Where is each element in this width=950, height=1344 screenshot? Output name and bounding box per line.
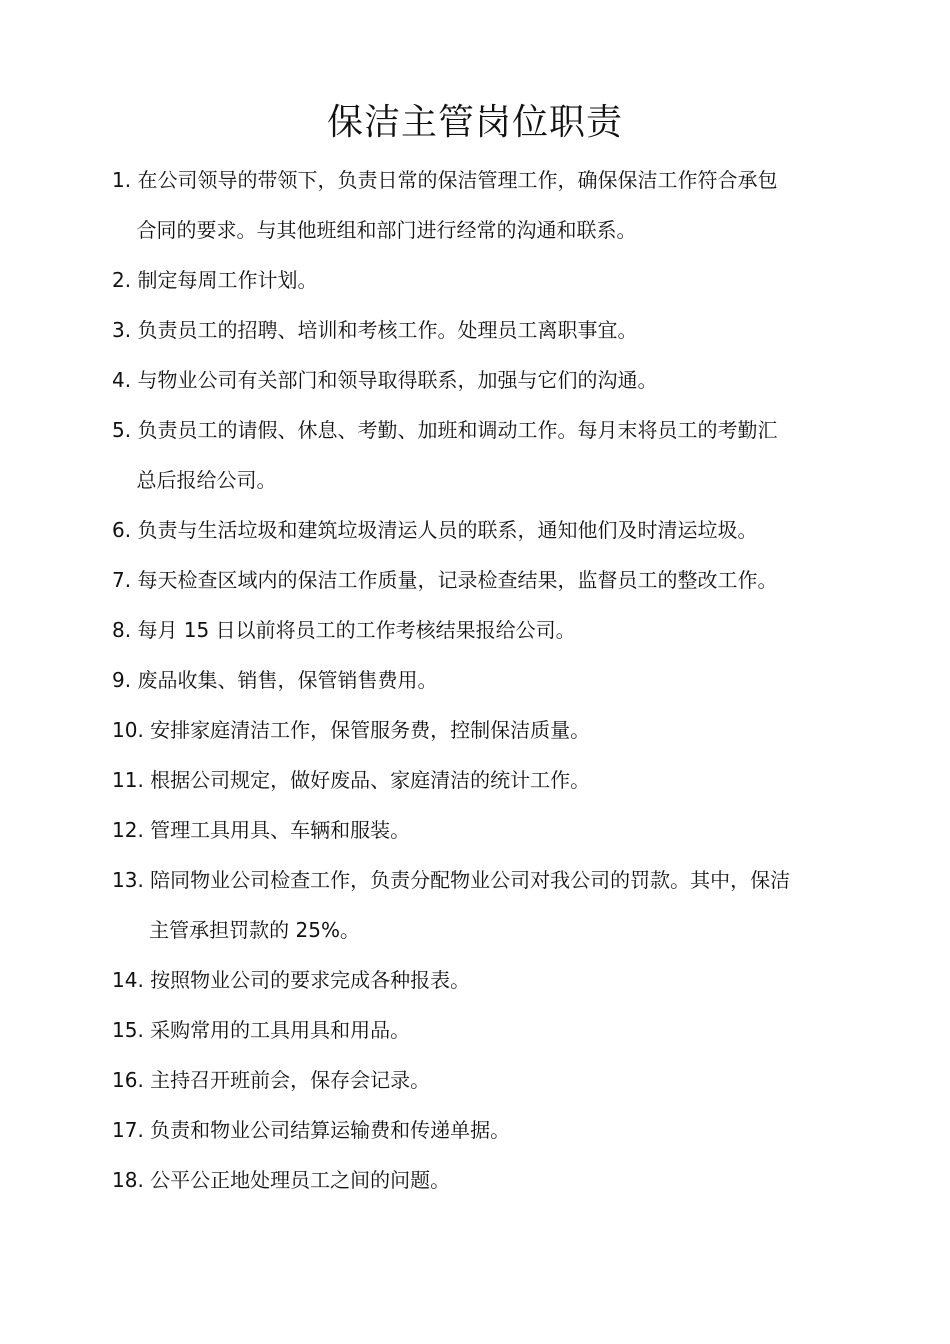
- duty-number: 17.: [112, 1118, 151, 1142]
- duty-number: 8.: [112, 618, 138, 642]
- duty-item: [112, 305, 872, 355]
- duty-text: [137, 655, 437, 705]
- duty-item: [112, 1155, 872, 1205]
- duty-item: [112, 805, 872, 855]
- duty-text-line: 负责员工的招聘、培训和考核工作。处理员工离职事宜。: [137, 318, 638, 342]
- duty-text-line: 废品收集、销售，保管销售费用。: [137, 668, 438, 692]
- duty-number: 10.: [112, 718, 151, 742]
- duty-number: 1.: [112, 168, 138, 192]
- duty-number: 16.: [112, 1068, 151, 1092]
- duty-number: 4.: [112, 368, 138, 392]
- duty-text: [150, 755, 590, 805]
- duty-item: [112, 405, 872, 505]
- duty-item: [112, 655, 872, 705]
- duty-item: [112, 955, 872, 1005]
- duty-text: [150, 1155, 450, 1205]
- duty-item: [112, 1055, 872, 1105]
- duty-item: [112, 1005, 872, 1055]
- duty-number: 12.: [112, 818, 151, 842]
- duty-text: [137, 555, 777, 605]
- duty-text: [150, 855, 790, 955]
- duty-item: [112, 355, 872, 405]
- duty-number: 7.: [112, 568, 138, 592]
- duty-number: 3.: [112, 318, 138, 342]
- duty-text-line: 每天检查区域内的保洁工作质量，记录检查结果，监督员工的整改工作。: [137, 568, 778, 592]
- duty-text: [137, 155, 777, 255]
- duty-text: [150, 955, 470, 1005]
- duty-text-line: 与物业公司有关部门和领导取得联系，加强与它们的沟通。: [137, 368, 658, 392]
- duty-text: [137, 355, 657, 405]
- duty-number: 6.: [112, 518, 138, 542]
- duty-text-line: 负责与生活垃圾和建筑垃圾清运人员的联系，通知他们及时清运垃圾。: [137, 518, 758, 542]
- duty-text-line: 制定每周工作计划。: [137, 268, 318, 292]
- duty-item: [112, 605, 872, 655]
- duty-text: [137, 505, 757, 555]
- duty-item: [112, 1105, 872, 1155]
- duty-text: [137, 405, 777, 505]
- duty-text-line: 合同的要求。与其他班组和部门进行经常的沟通和联系。: [136, 218, 637, 242]
- duty-text-line: 采购常用的工具用具和用品。: [150, 1018, 411, 1042]
- duty-text-line: 负责和物业公司结算运输费和传递单据。: [150, 1118, 511, 1142]
- duty-number: 18.: [112, 1168, 151, 1192]
- duty-text-line: 主持召开班前会，保存会记录。: [150, 1068, 431, 1092]
- duty-text-line: 在公司领导的带领下，负责日常的保洁管理工作，确保保洁工作符合承包: [137, 168, 778, 192]
- duty-text-line: 公平公正地处理员工之间的问题。: [150, 1168, 451, 1192]
- duty-text: [150, 805, 410, 855]
- duty-item: [112, 255, 872, 305]
- duty-text-line: 安排家庭清洁工作，保管服务费，控制保洁质量。: [150, 718, 591, 742]
- duty-text: [150, 1005, 410, 1055]
- duty-item: [112, 855, 872, 955]
- duty-item: [112, 555, 872, 605]
- duty-text: [150, 705, 590, 755]
- duty-number: 9.: [112, 668, 138, 692]
- duty-text-line: 负责员工的请假、休息、考勤、加班和调动工作。每月末将员工的考勤汇: [137, 418, 778, 442]
- duty-text-line: 陪同物业公司检查工作，负责分配物业公司对我公司的罚款。其中，保洁: [150, 868, 791, 892]
- duty-list: [112, 155, 872, 1205]
- duty-number: 13.: [112, 868, 151, 892]
- duty-text: [150, 1105, 510, 1155]
- duty-text-line: 按照物业公司的要求完成各种报表。: [150, 968, 471, 992]
- duty-text-line: 管理工具用具、车辆和服装。: [150, 818, 411, 842]
- duty-text-line: 每月 15 日以前将员工的工作考核结果报给公司。: [137, 618, 576, 642]
- duty-number: 5.: [112, 418, 138, 442]
- duty-item: [112, 755, 872, 805]
- duty-item: [112, 705, 872, 755]
- duty-item: [112, 505, 872, 555]
- duty-item: [112, 155, 872, 255]
- duty-text: [137, 605, 575, 655]
- duty-text-line: 根据公司规定，做好废品、家庭清洁的统计工作。: [150, 768, 591, 792]
- duty-text-line: 总后报给公司。: [136, 468, 277, 492]
- duty-text: [150, 1055, 430, 1105]
- duty-number: 15.: [112, 1018, 151, 1042]
- duty-number: 11.: [112, 768, 151, 792]
- duty-text-line: 主管承担罚款的 25%。: [149, 918, 360, 942]
- duty-number: 14.: [112, 968, 151, 992]
- duty-text: [137, 255, 317, 305]
- duty-text: [137, 305, 637, 355]
- document-title: 保洁主管岗位职责: [326, 102, 623, 143]
- duty-number: 2.: [112, 268, 138, 292]
